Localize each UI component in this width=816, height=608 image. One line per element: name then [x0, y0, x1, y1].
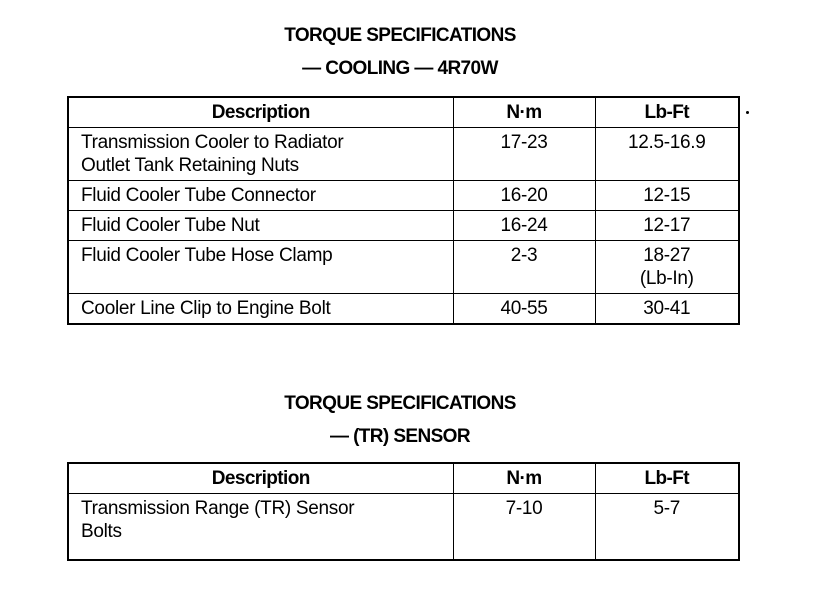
column-header-description: Description: [68, 97, 453, 128]
table-row: [68, 211, 739, 241]
table-row: [68, 128, 739, 181]
column-header-lbft: Lb-Ft: [595, 463, 739, 494]
section-title: TORQUE SPECIFICATIONS: [284, 393, 516, 414]
description-cell: [68, 181, 453, 211]
lbft-line: 12-17: [643, 215, 691, 236]
nm-cell: 17-23: [453, 128, 595, 181]
scan-speck: [746, 111, 749, 114]
description-line: Fluid Cooler Tube Connector: [81, 185, 316, 206]
section-subtitle: — (TR) SENSOR: [330, 426, 470, 447]
nm-cell: 2-3: [453, 241, 595, 294]
description-cell: [68, 128, 453, 181]
nm-cell: 16-20: [453, 181, 595, 211]
section-subtitle: — COOLING — 4R70W: [302, 58, 498, 79]
table-header-row: [68, 97, 739, 128]
lbft-line: 5-7: [653, 498, 681, 519]
column-header-description: Description: [68, 463, 453, 494]
lbft-cell: [595, 294, 739, 325]
torque-table-cooling: [67, 96, 740, 325]
section-title: TORQUE SPECIFICATIONS: [284, 25, 516, 46]
lbft-line: 12.5-16.9: [627, 132, 706, 153]
lbft-cell: [595, 181, 739, 211]
description-line: Bolts: [81, 521, 122, 542]
column-header-nm: N·m: [453, 463, 595, 494]
nm-cell: 7-10: [453, 494, 595, 561]
torque-table-tr-sensor: [67, 462, 740, 561]
table-header-row: [68, 463, 739, 494]
column-header-nm: N·m: [453, 97, 595, 128]
lbft-cell: [595, 241, 739, 294]
description-cell: [68, 294, 453, 325]
nm-cell: 16-24: [453, 211, 595, 241]
description-line: Outlet Tank Retaining Nuts: [81, 155, 299, 176]
description-line: Cooler Line Clip to Engine Bolt: [81, 298, 331, 319]
description-line: Fluid Cooler Tube Nut: [81, 215, 260, 236]
lbft-cell: [595, 211, 739, 241]
nm-cell: 40-55: [453, 294, 595, 325]
table-row: [68, 241, 739, 294]
lbft-line: 30-41: [643, 298, 691, 319]
description-cell: [68, 494, 453, 561]
lbft-line: 18-27: [643, 245, 691, 266]
description-line: Transmission Cooler to Radiator: [81, 132, 344, 153]
lbft-line: 12-15: [643, 185, 691, 206]
lbft-cell: [595, 128, 739, 181]
lbft-line: (Lb-In): [639, 268, 694, 289]
lbft-cell: [595, 494, 739, 561]
column-header-lbft: Lb-Ft: [595, 97, 739, 128]
table-row: [68, 494, 739, 561]
table-row: [68, 294, 739, 325]
description-cell: [68, 211, 453, 241]
description-line: Transmission Range (TR) Sensor: [81, 498, 355, 519]
description-cell: [68, 241, 453, 294]
description-line: Fluid Cooler Tube Hose Clamp: [81, 245, 333, 266]
table-row: [68, 181, 739, 211]
